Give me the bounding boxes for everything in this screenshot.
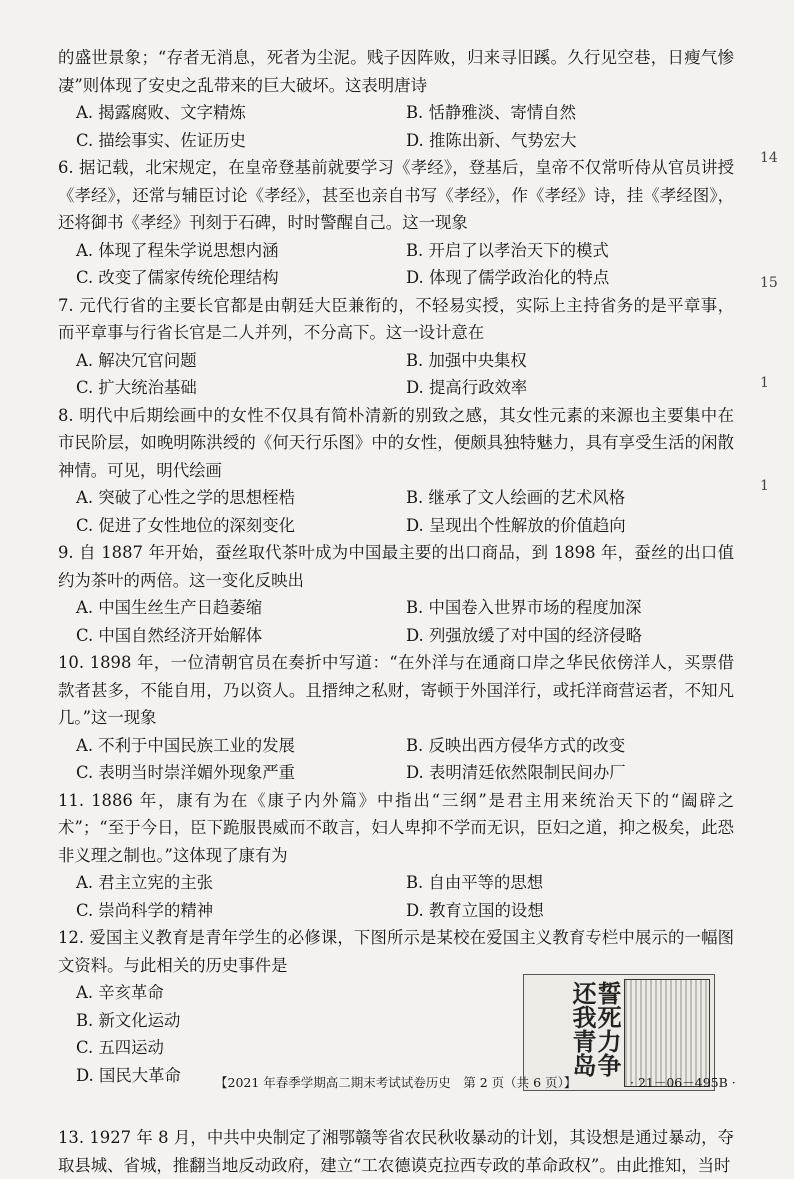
q7-option-c: C. 扩大统治基础	[76, 378, 197, 397]
q9-option-c: C. 中国自然经济开始解体	[76, 625, 263, 645]
q7-stem: 7. 元代行省的主要长官都是由朝廷大臣兼衔的，不轻易实授，实际上主持省务的是平章事，而平章事与行省长官是二人并列，不分高下。这一设计意在	[58, 295, 734, 342]
q6-option-b: B. 开启了以孝治天下的模式	[406, 240, 609, 260]
q7-option-d: D. 提高行政效率	[406, 378, 528, 397]
q9-options	[58, 594, 734, 649]
q13-stem: 13. 1927 年 8 月，中共中央制定了湘鄂赣等省农民秋收暴动的计划，其设想是通过暴动，夺取县城、省城，推翻当地反动政府，建立“工农德谟克拉西专政的革命政权”。由此推知，当时	[58, 1128, 734, 1175]
q10-option-b: B. 反映出西方侵华方式的改变	[406, 735, 626, 755]
q10-option-c: C. 表明当时崇洋媚外现象严重	[76, 763, 296, 782]
q10-option-d: D. 表明清廷依然限制民间办厂	[406, 763, 626, 782]
q10-option-a: A. 不利于中国民族工业的发展	[76, 735, 295, 755]
q8-option-b: B. 继承了文人绘画的艺术风格	[406, 488, 626, 507]
q11-option-b: B. 自由平等的思想	[406, 873, 544, 892]
page-footer	[0, 1072, 794, 1094]
margin-number: 14	[760, 150, 778, 166]
q8-option-a: A. 突破了心性之学的思想桎梏	[76, 488, 295, 507]
q12-block	[58, 924, 734, 1124]
q7-option-a: A. 解决冗官问题	[76, 350, 197, 370]
q6-option-a: A. 体现了程朱学说思想内涵	[76, 240, 279, 260]
q12-option-c: C. 五四运动	[76, 1038, 164, 1057]
q12-option-b: B. 新文化运动	[76, 1010, 181, 1030]
q8-options	[58, 484, 734, 539]
q6-option-d: D. 体现了儒学政治化的特点	[406, 268, 610, 287]
poster-newspaper-clipping	[624, 979, 710, 1087]
margin-number: 15	[760, 275, 778, 291]
q6-options	[58, 237, 734, 292]
q11-stem: 11. 1886 年，康有为在《康子内外篇》中指出“三纲”是君主用来统治天下的“阖辟之术”；“至于今日，臣下跪服畏威而不敢言，妇人卑抑不学而无识，臣妇之道，抑之极矣，此恐非义理之制也。”这体现了康有为	[58, 790, 734, 865]
q9-option-b: B. 中国卷入世界市场的程度加深	[406, 598, 642, 617]
q12-option-d: D. 国民大革命	[76, 1065, 181, 1085]
q6-option-c: C. 改变了儒家传统伦理结构	[76, 268, 279, 287]
q5-option-b: B. 恬静雅淡、寄情自然	[406, 103, 576, 122]
q11-option-c: C. 崇尚科学的精神	[76, 900, 214, 920]
q8-stem: 8. 明代中后期绘画中的女性不仅具有简朴清新的别致之感，其女性元素的来源也主要集中在市民阶层，如晚明陈洪绶的《何天行乐图》中的女性，便颇具独特魅力，具有享受生活的闲散神情。可见，明代绘画	[58, 405, 734, 480]
footer-code: · 21－06－495B ·	[630, 1075, 736, 1090]
poster-line-1: 誓死力争	[593, 981, 622, 1077]
question-column	[58, 44, 734, 1179]
poster-calligraphy	[532, 981, 620, 1081]
q5-option-d: D. 推陈出新、气势宏大	[406, 130, 577, 150]
q10-stem: 10. 1898 年，一位清朝官员在奏折中写道：“在外洋与在通商口岸之华民依傍洋人，买票借款者甚多，不能自用，乃以资人。且搢绅之私财，寄顿于外国洋行，或托洋商营运者，不知凡几。”这一现象	[58, 653, 734, 727]
q11-option-a: A. 君主立宪的主张	[76, 873, 213, 892]
footer-title: 【2021 年春季学期高二期末考试试卷历史 第 2 页（共 6 页）】	[215, 1075, 577, 1090]
q8-option-c: C. 促进了女性地位的深刻变化	[76, 515, 296, 535]
q6-stem: 6. 据记载，北宋规定，在皇帝登基前就要学习《孝经》，登基后，皇帝不仅常听侍从官员讲授《孝经》，还常与辅臣讨论《孝经》，甚至也亲自书写《孝经》，作《孝经》诗，挂《孝经图》，还将御书《孝经》刊刻于石碑，时时警醒自己。这一现象	[58, 158, 734, 232]
q7-options	[58, 347, 734, 402]
q9-option-a: A. 中国生丝生产日趋萎缩	[76, 598, 263, 617]
q11-options	[58, 869, 734, 924]
q5-options	[58, 99, 734, 154]
q5-option-a: A. 揭露腐败、文字精炼	[76, 103, 246, 122]
q12-option-a: A. 辛亥革命	[76, 983, 164, 1002]
q8-option-d: D. 呈现出个性解放的价值趋向	[406, 515, 626, 535]
margin-number: 1	[760, 375, 769, 391]
margin-number: 1	[760, 478, 769, 494]
q11-option-d: D. 教育立国的设想	[406, 900, 544, 920]
poster-line-2: 还我青岛	[568, 981, 597, 1077]
q5-stem: 的盛世景象；“存者无消息，死者为尘泥。贱子因阵败，归来寻旧蹊。久行见空巷，日瘦气惨凄”则体现了安史之乱带来的巨大破坏。这表明唐诗	[58, 48, 734, 95]
q9-stem: 9. 自 1887 年开始，蚕丝取代茶叶成为中国最主要的出口商品，到 1898 年，蚕丝的出口值约为茶叶的两倍。这一变化反映出	[58, 543, 734, 590]
q5-option-c: C. 描绘事实、佐证历史	[76, 130, 246, 150]
q7-option-b: B. 加强中央集权	[406, 350, 527, 370]
q12-stem: 12. 爱国主义教育是青年学生的必修课，下图所示是某校在爱国主义教育专栏中展示的一幅图文资料。与此相关的历史事件是	[58, 928, 734, 975]
q10-options	[58, 732, 734, 787]
q9-option-d: D. 列强放缓了对中国的经济侵略	[406, 625, 643, 645]
